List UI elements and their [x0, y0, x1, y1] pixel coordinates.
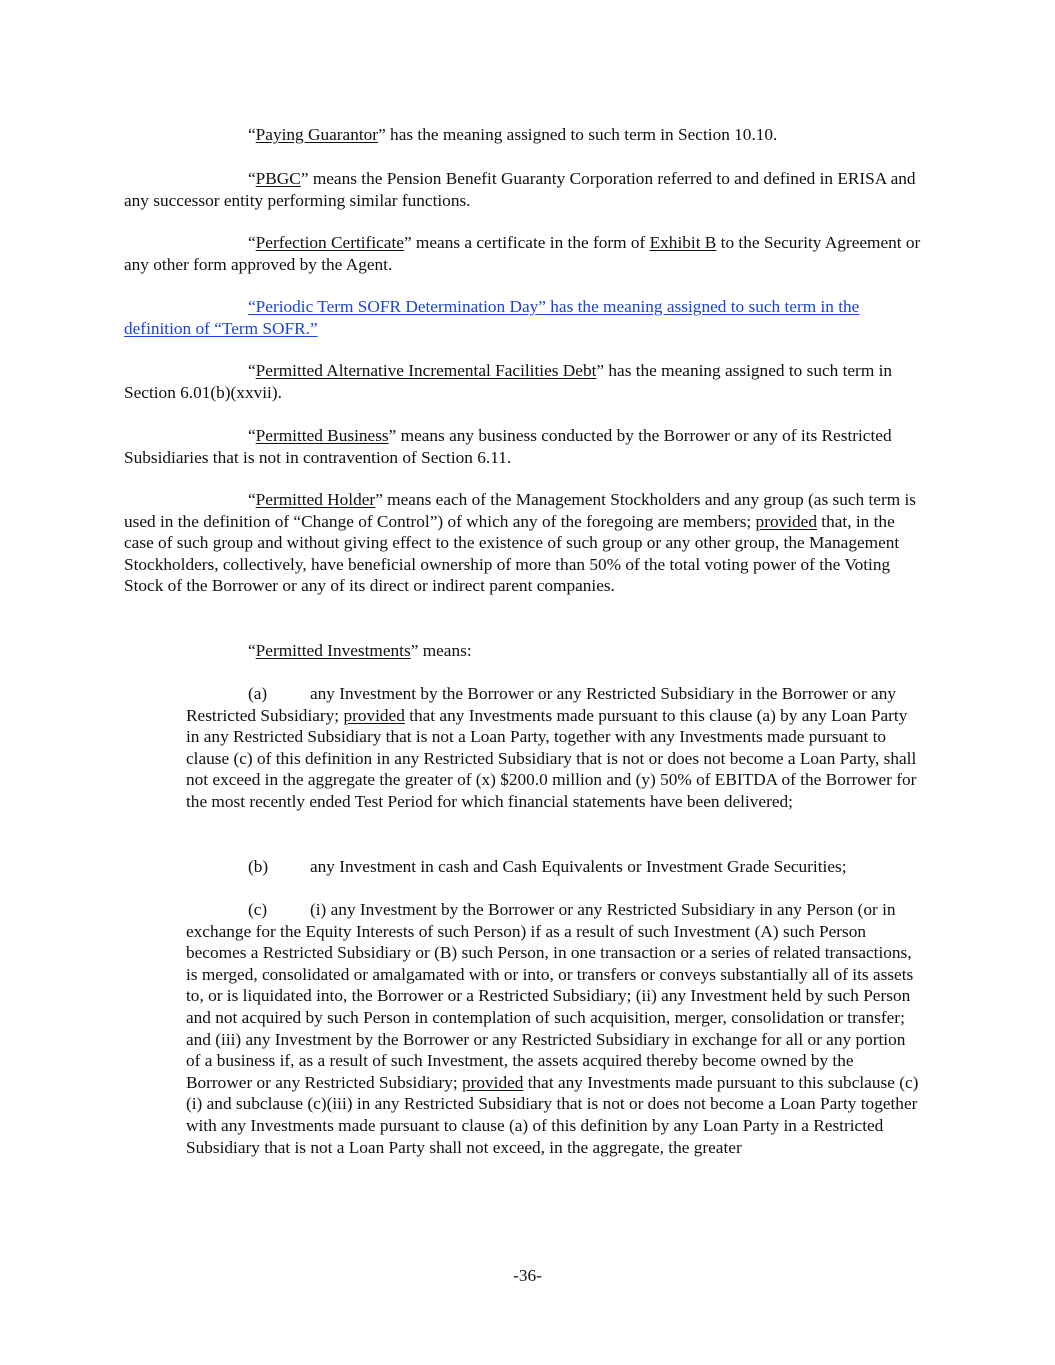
definition-perfection-certificate: “Perfection Certificate” means a certificate in the form of Exhibit B to the Security Agreement or any other form approved by the Agent.: [124, 233, 921, 274]
clause-c: (c) (i) any Investment by the Borrower or any Restricted Subsidiary in any Person (or in exchange for the Equity Interests of such Person) if as a result of such Investment (A) such Person becomes a Restricted Subsidiary or (B) such Person, in one transaction or a series of related transactions, is merged, consolidated or amalgamated with or into, or transfers or conveys substantially all of its assets to, or is liquidated into, the Borrower or a Restricted Subsidiary; (ii) any Investment held by such Person and not acquired by such Person in contemplation of such acquisition, merger, consolidation or transfer; and (iii) any Investment by the Borrower or any Restricted Subsidiary in exchange for all or any portion of a business if, as a result of such Investment, the assets acquired thereby become owned by the Borrower or any Restricted Subsidiary; provided that any Investments made pursuant to this subclause (c)(i) and subclause (c)(iii) in any Restricted Subsidiary that is not or does not become a Loan Party together with any Investments made pursuant to clause (a) of this definition by any Loan Party in a Restricted Subsidiary that is not a Loan Party shall not exceed, in the aggregate, the greater: [186, 900, 919, 1157]
clause-label: (c): [248, 900, 268, 919]
provided-keyword: provided: [461, 1072, 524, 1092]
definition-permitted-investments: “Permitted Investments” means:: [248, 641, 472, 660]
provided-keyword: provided: [343, 705, 405, 725]
clause-b: (b) any Investment in cash and Cash Equivalents or Investment Grade Securities;: [248, 857, 847, 876]
defined-term: Permitted Investments: [255, 641, 411, 660]
page-number: -36-: [513, 1266, 542, 1285]
defined-term: Permitted Business: [255, 426, 389, 445]
defined-term: Permitted Alternative Incremental Facilities Debt: [255, 361, 597, 380]
definition-permitted-holder: “Permitted Holder” means each of the Management Stockholders and any group (as such term is used in the definition of “Change of Control”) of which any of the foregoing are members; provided that, in the case of such group and without giving effect to the existence of such group or any other group, the Management Stockholders, collectively, have beneficial ownership of more than 50% of the total voting power of the Voting Stock of the Borrower or any of its direct or indirect parent companies.: [124, 490, 917, 596]
definition-paying-guarantor: “Paying Guarantor” has the meaning assigned to such term in Section 10.10.: [248, 125, 778, 144]
definition-periodic-term-sofr: [124, 296, 924, 339]
definition-permitted-alternative-debt: “Permitted Alternative Incremental Facilities Debt” has the meaning assigned to such term in Section 6.01(b)(xxvii).: [124, 361, 893, 402]
exhibit-reference: Exhibit B: [649, 233, 717, 252]
clause-a: (a) any Investment by the Borrower or any Restricted Subsidiary in the Borrower or any Restricted Subsidiary; provided that any Investments made pursuant to this clause (a) by any Loan Party in any Restricted Subsidiary that is not a Loan Party, together with any Investments made pursuant to clause (c) of this definition in any Restricted Subsidiary that is not or does not become a Loan Party, shall not exceed in the aggregate the greater of (x) $200.0 million and (y) 50% of EBITDA of the Borrower for the most recently ended Test Period for which financial statements have been delivered;: [186, 684, 917, 811]
periodic-term-sofr-link[interactable]: “Periodic Term SOFR Determination Day” has the meaning assigned to such term in the definition of “Term SOFR.”: [124, 297, 860, 338]
definition-permitted-business: “Permitted Business” means any business conducted by the Borrower or any of its Restricted Subsidiaries that is not in contravention of Section 6.11.: [124, 426, 892, 467]
defined-term: Paying Guarantor: [255, 125, 379, 144]
provided-keyword: provided: [755, 511, 817, 531]
defined-term: Perfection Certificate: [255, 233, 404, 252]
clause-label: (a): [248, 684, 268, 703]
definition-pbgc: “PBGC” means the Pension Benefit Guaranty Corporation referred to and defined in ERISA and any successor entity performing similar functions.: [124, 169, 916, 210]
defined-term: Permitted Holder: [255, 490, 376, 509]
defined-term: PBGC: [255, 169, 301, 188]
clause-label: (b): [248, 857, 269, 876]
